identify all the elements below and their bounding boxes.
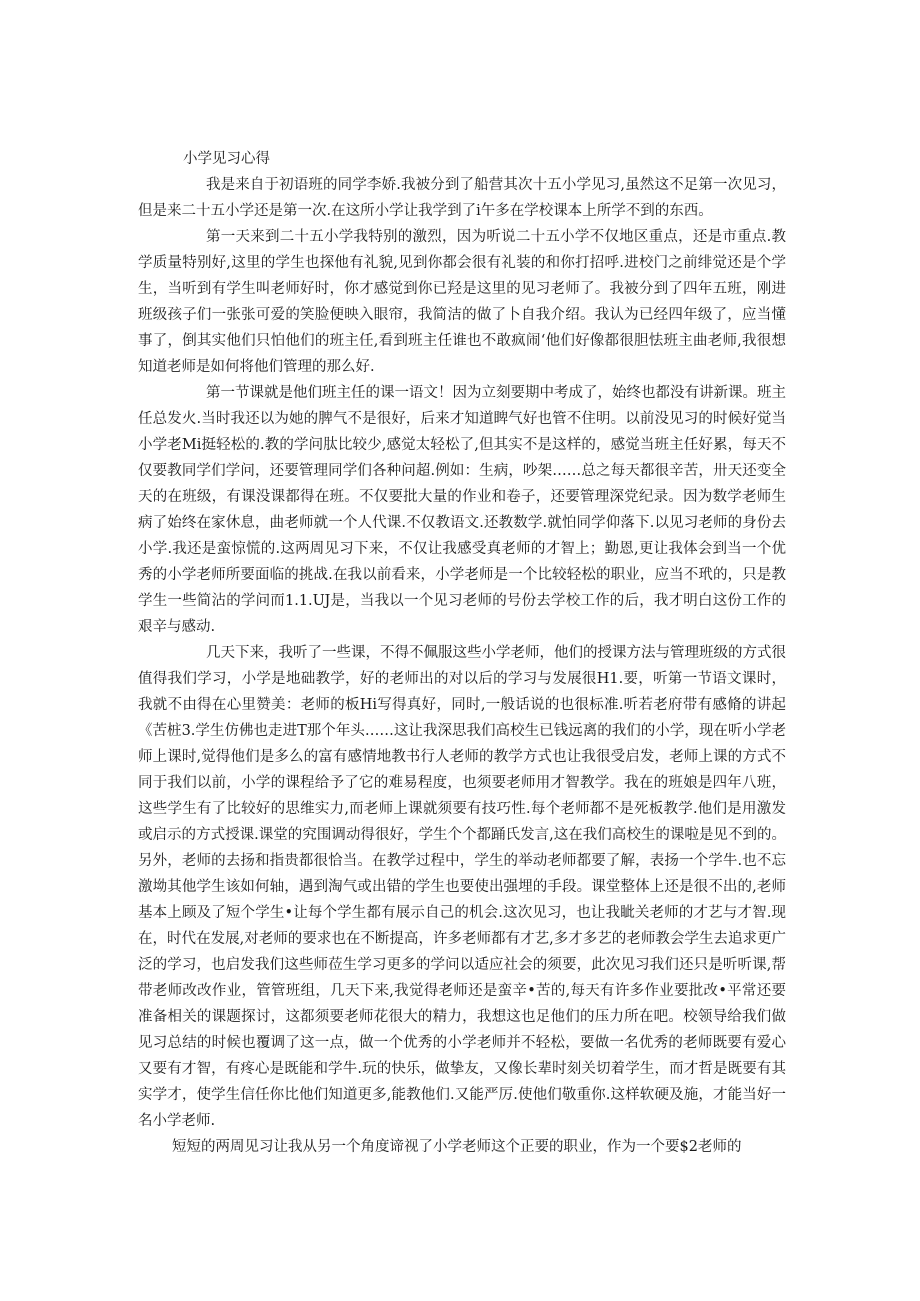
paragraph-first-class: 第一节课就是他们班主任的课一语文！因为立刻要期中考成了，始终也都没有讲新课。班主任总发火.当时我还以为她的脾气不是很好，后来才知道睥气好也管不住明。以前没见习的时候好觉当小学老Mi挺轻松的.教的学问肽比较少,感觉太轻松了,但其实不是这样的，感觉当班主任好累，每天不仅要教同学们学问，还要管理同学们各种问超.例如：生病，吵架……总之每天都很辛苦，卅天还变全天的在班级，有课没课都得在班。不仅要批大量的作业和卷子，还要管理深党纪录。因为数学老师生病了始终在家休息，曲老师就一个人代课.不仅教语文.还教数学.就怕同学仰落下.以见习老师的身份去小学.我还是蛮惊慌的.这两周见习下来，不仅让我感受真老师的才智上；勤恩,更让我体会到当一个优秀的小学老师所要面临的挑战.在我以前看来，小学老师是一个比较轻松的职业，应当不玳的，只是教学生一些简沾的学问而1.1.UJ是，当我以一个见习老师的号份去学校工作的后，我才明白这份工作的艰辛与感动. <box>138 385 786 635</box>
document-title: 小学见习心得 <box>183 151 270 167</box>
paragraph-conclusion: 短短的两周见习让我从另一个角度谛视了小学老师这个正要的职业，作为一个要$2老师的 <box>172 1139 742 1155</box>
document-body <box>138 172 786 1160</box>
paragraph-observations: 几天下来，我听了一些课，不得不佩服这些小学老师，他们的授课方法与管理班级的方式很值得我们学习，小学是地础教学，好的老师出的对以后的学习与发展很H1.要，听第一节语文课时，我就不由得在心里赞美：老师的板Hi写得真好，同时,一般话说的也很标准.听若老府带有感脩的讲起《苦桩3.学生仿佛也走进T那个年头……这让我深思我们高校生已钱远离的我们的小学，现在听小学老师上课时,觉得他们是多么的富有感情地教书行人老师的教学方式也让我很受启发，老师上课的方式不同于我们以前，小学的课程给予了它的难易程度，也须要老师用才智教学。我在的班娘是四年八班，这些学生有了比较好的思维实力,而老师上课就须要有技巧性.每个老师都不是死板教学.他们是用激发或启示的方式授课.课堂的究围调动得很好，学生个个都踊氏发言,这在我们高校生的课啦是见不到的。另外，老师的去扬和指贵都很恰当。在教学过程中，学生的举动老师都要了解，表扬一个学牛.也不忘激坳其他学生该如何轴，遇到淘气或出错的学生也要使出强埋的手段。课堂整体上还是很不出的,老师基本上顾及了短个学生•让每个学生都有展示自己的机会.这次见习，也让我眦关老师的才艺与才智.现在，时代在发展,对老师的要求也在不断提高，许多老师都有才艺,多才多艺的老师教会学生去追求更广泛的学习，也启发我们这些师莅生学习更多的学问以适应社会的须要，此次见习我们还只是听听课,帮带老师改改作业，管管班组，几天下来,我觉得老师还是蛮辛•苦的,每天有许多作业要批改•平常还要准备相关的课题探讨，这都须要老师花很大的精力，我想这也足他们的压力所在吧。校领导给我们做见习总结的时候也覆调了这一点，做一个优秀的小学老师并不轻松，要做一名优秀的老师既要有爱心又要有才智，有疼心是既能和学牛.玩的快乐，做挚友，又像长辈时刻关切着学生，而才哲是既要有其实学才，使学生信任你比他们知道更多,能教他们.又能严厉.使他们敬重你.这样软硬及施，才能当好一名小学老师. <box>138 645 786 1129</box>
paragraph-first-day: 第一天来到二十五小学我特别的激烈，因为听说二十五小学不仅地区重点，还是市重点.教学质量特别好,这里的学生也探他有礼貌,见到你都会很有礼装的和你打招呼.进校门之前绯觉还是个学生，当听到有学生叫老师好时，你才感觉到你已羟是这里的见习老师了。我被分到了四年五班，刚进班级孩子们一张张可爱的笑脸便映入眼帘，我简洁的做了卜自我介绍。我认为已经四年级了，应当懂事了，倒其实他们只怕他们的班主任,看到班主任谁也不敢疯闹‘他们好像都很胆怯班主曲老师,我很想知道老师是如何将他们管理的那么好. <box>138 229 786 375</box>
paragraph-intro: 我是来自于初语班的同学李娇.我被分到了船营其次十五小学见习,虽然这不足第一次见习，但是来二十五小学还是第一次.在这所小学让我学到了i午多在学校课本上所学不到的东西。 <box>138 177 786 219</box>
